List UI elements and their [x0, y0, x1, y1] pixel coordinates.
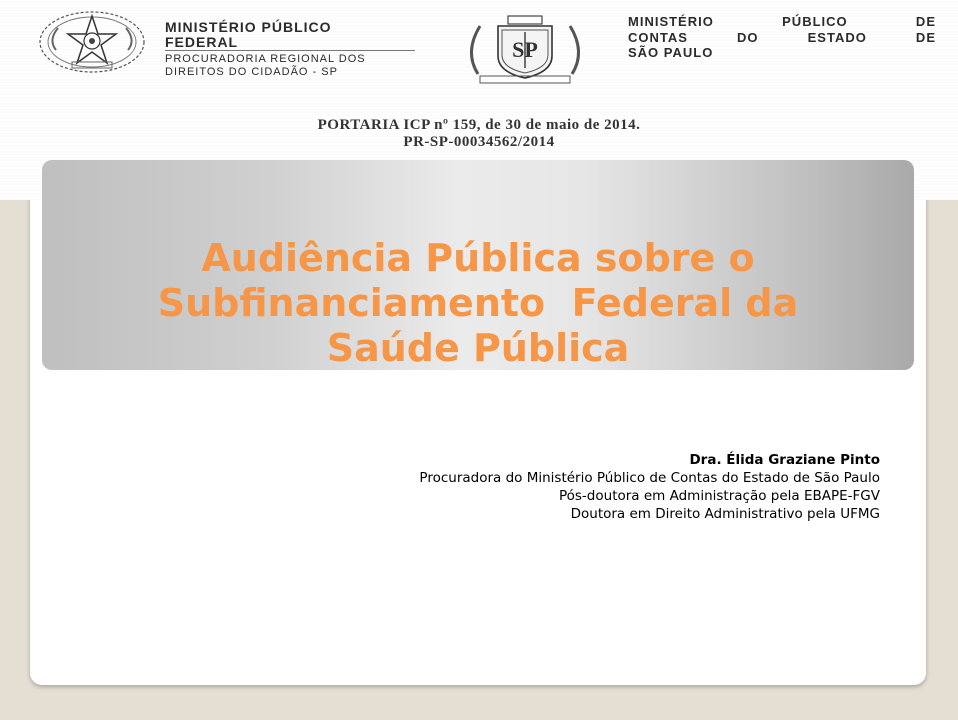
portaria-number: PR-SP-00034562/2014	[403, 134, 555, 150]
author-name: Dra. Élida Graziane Pinto	[689, 452, 880, 468]
slide-title	[42, 236, 914, 371]
title-line1: Audiência Pública sobre o	[201, 236, 755, 280]
title-line3: Saúde Pública	[326, 326, 630, 370]
mpf-org-line2: FEDERAL	[165, 34, 239, 50]
sp-monogram: SP	[512, 37, 538, 62]
title-line2: Subfinanciamento Federal da	[157, 281, 799, 325]
mpf-sub-line2: DIREITOS DO CIDADÃO - SP	[165, 66, 338, 78]
mpf-org-line1: MINISTÉRIO PÚBLICO	[165, 19, 332, 35]
mpc-line3: SÃO PAULO	[628, 45, 714, 60]
coat-of-arms-seal-icon	[38, 10, 146, 74]
mpc-line1: MINISTÉRIO PÚBLICO DE	[628, 14, 936, 29]
author-block	[419, 451, 880, 523]
author-role-1: Procuradora do Ministério Público de Contas do Estado de São Paulo	[419, 470, 880, 486]
portaria-title: PORTARIA ICP nº 159, de 30 de maio de 2014.	[317, 117, 641, 133]
author-role-3: Doutora em Direito Administrativo pela UFMG	[570, 506, 880, 522]
mpc-letterhead	[628, 14, 936, 61]
author-role-2: Pós-doutora em Administração pela EBAPE-FGV	[558, 488, 880, 504]
mpc-line2: CONTAS DO ESTADO DE	[628, 29, 936, 45]
mpf-sub-line1: PROCURADORIA REGIONAL DOS	[165, 53, 366, 65]
mpf-divider	[165, 50, 415, 51]
sao-paulo-coat-of-arms-icon	[458, 12, 592, 86]
